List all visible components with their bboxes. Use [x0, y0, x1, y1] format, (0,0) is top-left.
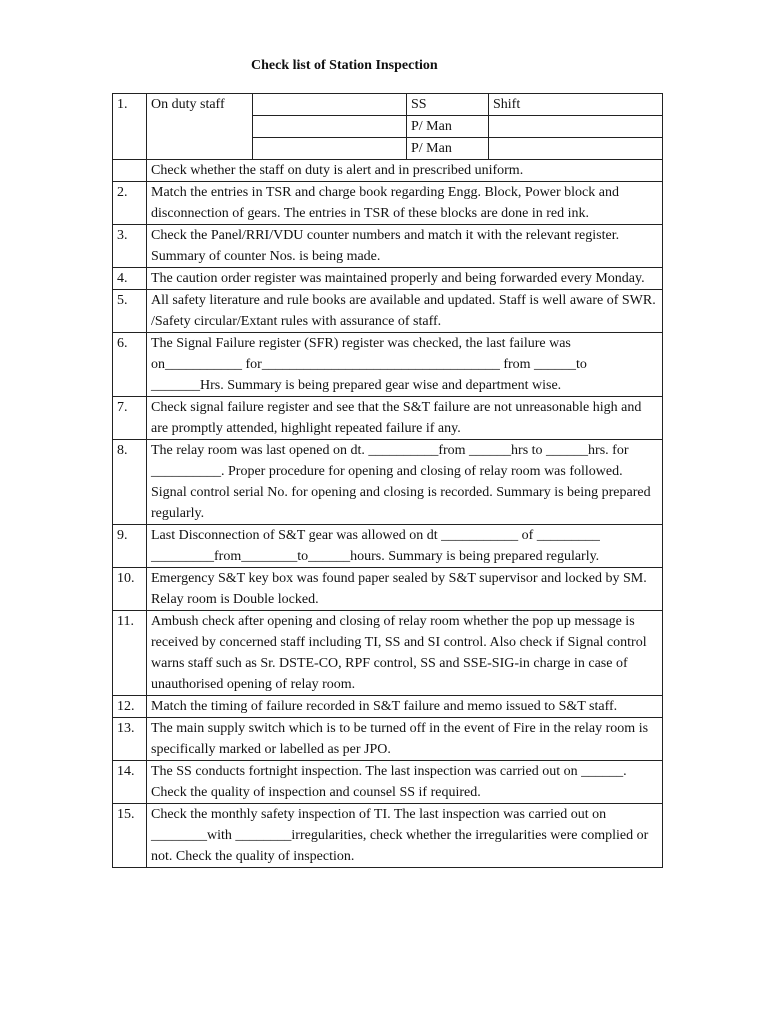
item-number: 3. [113, 225, 147, 268]
pman-2-name-field[interactable] [253, 138, 407, 160]
staff-note-text: Check whether the staff on duty is alert and in prescribed uniform. [147, 160, 663, 182]
item-number: 15. [113, 804, 147, 868]
checklist-row [113, 440, 663, 525]
item-number: 4. [113, 268, 147, 290]
ss-label: SS [407, 94, 489, 116]
ss-name-field[interactable] [253, 94, 407, 116]
pman-1-label: P/ Man [407, 116, 489, 138]
checklist-row [113, 804, 663, 868]
item-number: 9. [113, 525, 147, 568]
item-text: Match the timing of failure recorded in S&T failure and memo issued to S&T staff. [147, 696, 663, 718]
pman-1-shift-field[interactable] [489, 116, 663, 138]
staff-row-ss [113, 94, 663, 116]
item-text: Check the Panel/RRI/VDU counter numbers and match it with the relevant register. Summary of counter Nos. is being made. [147, 225, 663, 268]
shift-label: Shift [489, 94, 663, 116]
checklist-row [113, 696, 663, 718]
item-number: 5. [113, 290, 147, 333]
item-number: 2. [113, 182, 147, 225]
checklist-row [113, 268, 663, 290]
checklist-row [113, 718, 663, 761]
item-text: Last Disconnection of S&T gear was allowed on dt ___________ of _________ _________from________to______hours. Summary is being prepared regularly. [147, 525, 663, 568]
on-duty-staff-label: On duty staff [147, 94, 253, 160]
pman-2-label: P/ Man [407, 138, 489, 160]
item-text: The relay room was last opened on dt. __________from ______hrs to ______hrs. for __________. Proper procedure for opening and closing of relay room was followed. Signal control serial No. for opening and closing is recorded. Summary is being prepared regularly. [147, 440, 663, 525]
checklist-row [113, 333, 663, 397]
item-number: 10. [113, 568, 147, 611]
item-number: 11. [113, 611, 147, 696]
item-number: 8. [113, 440, 147, 525]
checklist-row [113, 225, 663, 268]
item-number-empty [113, 160, 147, 182]
checklist-row [113, 568, 663, 611]
item-number: 1. [113, 94, 147, 160]
inspection-checklist-table [112, 93, 663, 868]
checklist-row [113, 761, 663, 804]
item-text: Check the monthly safety inspection of TI. The last inspection was carried out on ________with ________irregularities, check whether the irregularities were complied or not. Check the quality of inspection. [147, 804, 663, 868]
checklist-row [113, 611, 663, 696]
page-title: Check list of Station Inspection [251, 58, 438, 73]
item-text: The SS conducts fortnight inspection. The last inspection was carried out on ______. Check the quality of inspection and counsel SS if required. [147, 761, 663, 804]
item-text: Ambush check after opening and closing of relay room whether the pop up message is received by concerned staff including TI, SS and SI control. Also check if Signal control warns staff such as Sr. DSTE-CO, RPF control, SS and SSE-SIG-in charge in case of unauthorised opening of relay room. [147, 611, 663, 696]
item-number: 7. [113, 397, 147, 440]
item-text: The main supply switch which is to be turned off in the event of Fire in the relay room is specifically marked or labelled as per JPO. [147, 718, 663, 761]
item-text: All safety literature and rule books are available and updated. Staff is well aware of SWR. /Safety circular/Extant rules with assurance of staff. [147, 290, 663, 333]
item-text: The Signal Failure register (SFR) register was checked, the last failure was on___________ for__________________________________ from ______to _______Hrs. Summary is being prepared gear wise and department wise. [147, 333, 663, 397]
checklist-row [113, 525, 663, 568]
pman-2-shift-field[interactable] [489, 138, 663, 160]
item-number: 12. [113, 696, 147, 718]
staff-note-row [113, 160, 663, 182]
pman-1-name-field[interactable] [253, 116, 407, 138]
item-text: Match the entries in TSR and charge book regarding Engg. Block, Power block and disconnection of gears. The entries in TSR of these blocks are done in red ink. [147, 182, 663, 225]
item-text: Check signal failure register and see that the S&T failure are not unreasonable high and are promptly attended, highlight repeated failure if any. [147, 397, 663, 440]
item-number: 6. [113, 333, 147, 397]
checklist-row [113, 182, 663, 225]
item-number: 13. [113, 718, 147, 761]
checklist-row [113, 397, 663, 440]
item-text: Emergency S&T key box was found paper sealed by S&T supervisor and locked by SM. Relay room is Double locked. [147, 568, 663, 611]
checklist-row [113, 290, 663, 333]
item-number: 14. [113, 761, 147, 804]
item-text: The caution order register was maintained properly and being forwarded every Monday. [147, 268, 663, 290]
